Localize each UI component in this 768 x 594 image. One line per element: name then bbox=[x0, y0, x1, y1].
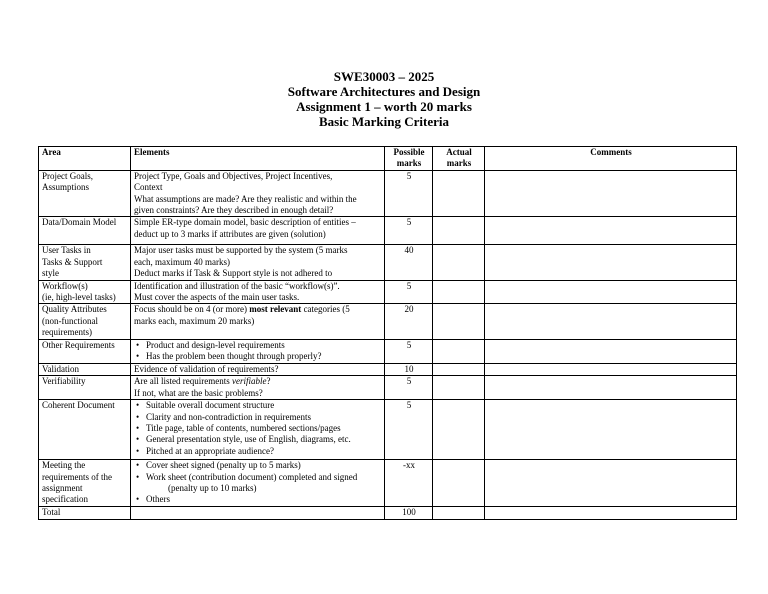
area-line: style bbox=[42, 268, 59, 279]
table-row bbox=[39, 339, 737, 363]
table-row bbox=[39, 376, 737, 400]
area-line: Assumptions bbox=[42, 182, 90, 193]
bullet-continuation: (penalty up to 10 marks) bbox=[168, 482, 257, 493]
comments-cell[interactable] bbox=[485, 304, 737, 339]
possible-marks-cell: -xx bbox=[385, 460, 433, 507]
actual-marks-cell[interactable] bbox=[433, 363, 485, 375]
area-line: requirements) bbox=[42, 327, 92, 338]
actual-marks-cell[interactable] bbox=[433, 507, 485, 519]
bullet-item: • Others bbox=[146, 494, 382, 505]
elements-cell bbox=[131, 280, 385, 304]
bullet-item: • General presentation style, use of English, diagrams, etc. bbox=[146, 434, 382, 445]
elements-cell bbox=[131, 245, 385, 280]
bullet-item: • Title page, table of contents, numbered sections/pages bbox=[146, 423, 382, 434]
table-row bbox=[39, 460, 737, 507]
possible-marks-cell: 5 bbox=[385, 217, 433, 245]
elements-line: Simple ER-type domain model, basic description of entities – bbox=[134, 217, 356, 228]
elements-line: Context bbox=[134, 182, 163, 193]
elements-cell bbox=[131, 217, 385, 245]
actual-marks-cell[interactable] bbox=[433, 339, 485, 363]
elements-line: If not, what are the basic problems? bbox=[134, 387, 263, 398]
table-row-total bbox=[39, 507, 737, 519]
comments-cell[interactable] bbox=[485, 400, 737, 460]
elements-text: ? bbox=[266, 376, 271, 387]
header-actual-marks bbox=[433, 147, 485, 171]
area-line: specification bbox=[42, 494, 88, 505]
comments-cell[interactable] bbox=[485, 339, 737, 363]
marking-criteria-table bbox=[38, 146, 737, 520]
document-header bbox=[0, 69, 768, 129]
elements-cell bbox=[131, 170, 385, 217]
table-row bbox=[39, 400, 737, 460]
bullet-item: • Pitched at an appropriate audience? bbox=[146, 446, 382, 457]
area-line: Workflow(s) bbox=[42, 280, 88, 291]
header-actual-line1: Actual bbox=[446, 147, 472, 157]
elements-cell bbox=[131, 400, 385, 460]
elements-cell bbox=[131, 304, 385, 339]
elements-line: Major user tasks must be supported by the system (5 marks bbox=[134, 245, 348, 256]
elements-bold-text: most relevant bbox=[249, 304, 302, 315]
elements-line: Must cover the aspects of the main user tasks. bbox=[134, 292, 300, 303]
area-line: assignment bbox=[42, 482, 83, 493]
elements-line: Evidence of validation of requirements? bbox=[134, 363, 279, 374]
elements-text: Focus should be on 4 (or more) bbox=[134, 304, 250, 315]
area-line: Project Goals, bbox=[42, 170, 93, 181]
bullet-item: • Clarity and non-contradiction in requirements bbox=[146, 412, 382, 423]
area-cell bbox=[39, 170, 131, 217]
possible-marks-cell: 5 bbox=[385, 280, 433, 304]
bullet-item: • Has the problem been thought through properly? bbox=[146, 351, 382, 362]
header-area: Area bbox=[39, 147, 131, 171]
area-line: (ie, high-level tasks) bbox=[42, 292, 116, 303]
elements-text: Are all listed requirements bbox=[134, 376, 232, 387]
area-line: Quality Attributes bbox=[42, 304, 107, 315]
elements-cell bbox=[131, 376, 385, 400]
table-row bbox=[39, 280, 737, 304]
comments-cell[interactable] bbox=[485, 170, 737, 217]
elements-line bbox=[134, 376, 382, 387]
area-line: Validation bbox=[42, 363, 79, 374]
criteria-title: Basic Marking Criteria bbox=[319, 114, 449, 129]
table-row bbox=[39, 245, 737, 280]
course-title: Software Architectures and Design bbox=[287, 84, 481, 99]
course-code-year: SWE30003 – 2025 bbox=[333, 69, 435, 84]
elements-line: deduct up to 3 marks if attributes are given (solution) bbox=[134, 228, 326, 239]
elements-line: given constraints? Are they described in enough detail? bbox=[134, 205, 334, 216]
possible-marks-cell: 5 bbox=[385, 339, 433, 363]
possible-marks-cell: 5 bbox=[385, 170, 433, 217]
area-cell bbox=[39, 304, 131, 339]
actual-marks-cell[interactable] bbox=[433, 217, 485, 245]
actual-marks-cell[interactable] bbox=[433, 304, 485, 339]
possible-marks-cell: 20 bbox=[385, 304, 433, 339]
possible-marks-cell: 10 bbox=[385, 363, 433, 375]
possible-marks-cell: 40 bbox=[385, 245, 433, 280]
area-cell bbox=[39, 245, 131, 280]
area-line: Meeting the bbox=[42, 460, 86, 471]
area-line: requirements of the bbox=[42, 471, 112, 482]
elements-cell bbox=[131, 339, 385, 363]
elements-line: each, maximum 40 marks) bbox=[134, 256, 230, 267]
elements-line: Identification and illustration of the basic “workflow(s)”. bbox=[134, 280, 340, 291]
bullet-item: • Work sheet (contribution document) completed and signed bbox=[146, 472, 382, 483]
comments-cell[interactable] bbox=[485, 460, 737, 507]
area-line: Verifiability bbox=[42, 376, 86, 387]
actual-marks-cell[interactable] bbox=[433, 376, 485, 400]
area-cell bbox=[39, 217, 131, 245]
area-cell bbox=[39, 400, 131, 460]
table-row bbox=[39, 217, 737, 245]
area-cell bbox=[39, 376, 131, 400]
header-elements: Elements bbox=[131, 147, 385, 171]
area-line: Other Requirements bbox=[42, 339, 115, 350]
actual-marks-cell[interactable] bbox=[433, 245, 485, 280]
elements-italic-text: verifiable bbox=[231, 376, 267, 387]
header-comments: Comments bbox=[485, 147, 737, 171]
actual-marks-cell[interactable] bbox=[433, 400, 485, 460]
comments-cell[interactable] bbox=[485, 280, 737, 304]
possible-marks-cell: 5 bbox=[385, 400, 433, 460]
assignment-title: Assignment 1 – worth 20 marks bbox=[296, 99, 472, 114]
possible-marks-cell: 100 bbox=[385, 507, 433, 519]
bullet-list bbox=[134, 340, 382, 363]
area-line: Total bbox=[42, 507, 61, 518]
area-line: User Tasks in bbox=[42, 245, 91, 256]
bullet-item: • Product and design-level requirements bbox=[146, 340, 382, 351]
header-possible-line2: marks bbox=[396, 158, 422, 169]
bullet-list bbox=[134, 400, 382, 457]
bullet-list bbox=[134, 494, 382, 505]
bullet-item: • Suitable overall document structure bbox=[146, 400, 382, 411]
elements-text: categories (5 bbox=[301, 304, 350, 315]
actual-marks-cell[interactable] bbox=[433, 280, 485, 304]
area-line: Coherent Document bbox=[42, 400, 115, 411]
table-row bbox=[39, 304, 737, 339]
elements-line: Project Type, Goals and Objectives, Project Incentives, bbox=[134, 170, 333, 181]
area-line: Data/Domain Model bbox=[42, 217, 117, 228]
elements-line: Deduct marks if Task & Support style is not adhered to bbox=[134, 268, 333, 279]
comments-cell[interactable] bbox=[485, 507, 737, 519]
actual-marks-cell[interactable] bbox=[433, 460, 485, 507]
elements-cell bbox=[131, 363, 385, 375]
elements-line: marks each, maximum 20 marks) bbox=[134, 315, 255, 326]
area-cell bbox=[39, 339, 131, 363]
elements-cell bbox=[131, 507, 385, 519]
elements-cell bbox=[131, 460, 385, 507]
table-header-row bbox=[39, 147, 737, 171]
comments-cell[interactable] bbox=[485, 245, 737, 280]
area-cell bbox=[39, 363, 131, 375]
possible-marks-cell: 5 bbox=[385, 376, 433, 400]
comments-cell[interactable] bbox=[485, 217, 737, 245]
header-possible-marks bbox=[385, 147, 433, 171]
bullet-list bbox=[134, 460, 382, 483]
comments-cell[interactable] bbox=[485, 376, 737, 400]
area-line: (non-functional bbox=[42, 315, 98, 326]
table-row bbox=[39, 363, 737, 375]
elements-line bbox=[134, 304, 382, 315]
comments-cell[interactable] bbox=[485, 363, 737, 375]
area-cell bbox=[39, 280, 131, 304]
table-row bbox=[39, 170, 737, 217]
area-cell bbox=[39, 507, 131, 519]
area-line: Tasks & Support bbox=[42, 256, 103, 267]
area-cell bbox=[39, 460, 131, 507]
header-possible-line1: Possible bbox=[393, 147, 425, 157]
actual-marks-cell[interactable] bbox=[433, 170, 485, 217]
bullet-item: • Cover sheet signed (penalty up to 5 marks) bbox=[146, 460, 382, 471]
elements-line: What assumptions are made? Are they realistic and within the bbox=[134, 193, 357, 204]
header-actual-line2: marks bbox=[446, 158, 472, 169]
